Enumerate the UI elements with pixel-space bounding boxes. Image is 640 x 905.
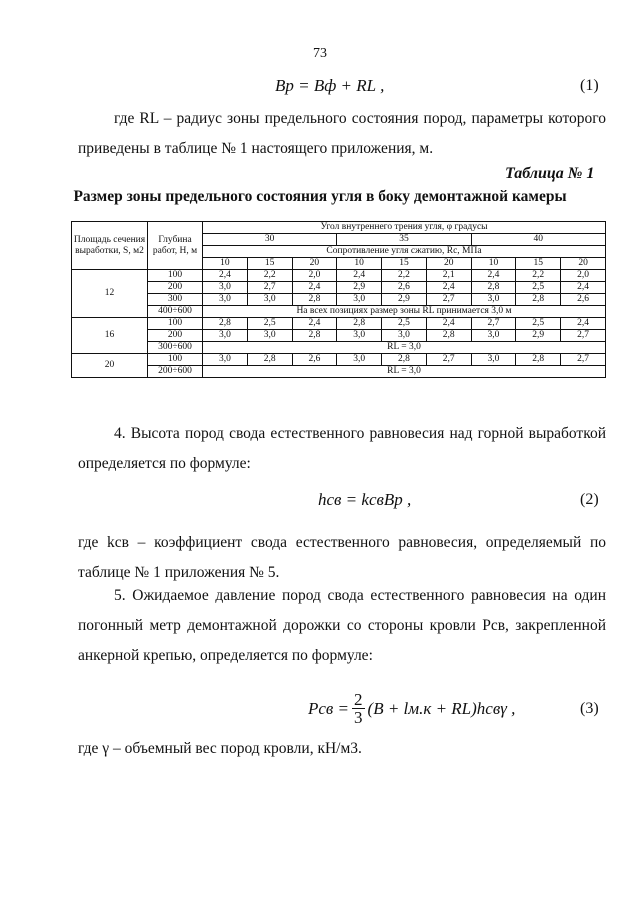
value-cell: 2,6 [292, 354, 337, 366]
depth-cell: 200 [148, 330, 203, 342]
value-cell: 2,0 [292, 270, 337, 282]
value-cell: 3,0 [203, 294, 248, 306]
value-cell: 2,7 [247, 282, 292, 294]
paragraph-pressure: 5. Ожидаемое давление пород свода естественного равновесия на один погонный метр демонтажной дорожки со стороны кровли Pсв, закрепленной анкерной крепью, определяется по формуле: [78, 587, 606, 664]
value-cell: 3,0 [337, 354, 382, 366]
table-row [72, 366, 606, 378]
value-cell: 2,5 [247, 318, 292, 330]
header-angle: Угол внутреннего трения угля, φ градусы [203, 222, 606, 234]
value-cell: 2,4 [426, 318, 471, 330]
value-cell: 3,0 [337, 294, 382, 306]
depth-cell: 200 [148, 282, 203, 294]
value-cell: 2,8 [516, 354, 561, 366]
value-cell: 2,4 [292, 318, 337, 330]
table-row [72, 270, 606, 282]
fraction-numerator: 2 [354, 690, 363, 709]
value-cell: 2,2 [382, 270, 427, 282]
value-cell: 3,0 [471, 294, 516, 306]
formula-1-number: (1) [580, 77, 599, 94]
value-cell: 2,8 [337, 318, 382, 330]
formula-3-lhs: Pсв = [308, 698, 350, 718]
paragraph-height: 4. Высота пород свода естественного равновесия над горной выработкой определяется по формуле: [78, 425, 606, 472]
table-row [72, 306, 606, 318]
value-cell: 3,0 [203, 282, 248, 294]
table-row [72, 330, 606, 342]
area-cell: 16 [72, 318, 148, 354]
formula-3-rhs: (B + lм.к + RL)hсвγ , [367, 698, 516, 718]
table-row [72, 318, 606, 330]
value-cell: 2,4 [561, 318, 606, 330]
depth-cell: 100 [148, 354, 203, 366]
header-strength-value: 15 [382, 258, 427, 270]
page-number: 73 [313, 46, 327, 61]
table-label: Таблица № 1 [505, 165, 595, 182]
depth-cell: 300 [148, 294, 203, 306]
table-row [72, 282, 606, 294]
value-cell: 2,8 [426, 330, 471, 342]
depth-cell: 100 [148, 270, 203, 282]
value-cell: 2,2 [247, 270, 292, 282]
header-strength-value: 15 [516, 258, 561, 270]
value-cell: 2,8 [247, 354, 292, 366]
value-cell: 3,0 [203, 330, 248, 342]
depth-cell: 400÷600 [148, 306, 203, 318]
value-cell: 2,5 [516, 282, 561, 294]
table-row [72, 354, 606, 366]
depth-cell: 100 [148, 318, 203, 330]
value-cell: 2,8 [292, 294, 337, 306]
header-angle-value: 40 [471, 234, 605, 246]
value-cell: 2,4 [203, 270, 248, 282]
value-cell: 2,7 [561, 330, 606, 342]
header-angle-value: 35 [337, 234, 471, 246]
header-strength-value: 15 [247, 258, 292, 270]
area-cell: 12 [72, 270, 148, 318]
value-cell: 2,5 [516, 318, 561, 330]
fraction [352, 691, 365, 726]
header-area: Площадь сечения выработки, S, м2 [72, 222, 148, 270]
header-angle-value: 30 [203, 234, 337, 246]
header-strength-value: 10 [203, 258, 248, 270]
table-row [72, 294, 606, 306]
note-cell: На всех позициях размер зоны RL принимается 3,0 м [203, 306, 606, 318]
value-cell: 2,9 [516, 330, 561, 342]
value-cell: 2,7 [471, 318, 516, 330]
value-cell: 2,8 [516, 294, 561, 306]
area-cell: 20 [72, 354, 148, 378]
paragraph-gamma: где γ – объемный вес пород кровли, кН/м3. [78, 740, 362, 757]
value-cell: 2,7 [561, 354, 606, 366]
value-cell: 3,0 [471, 354, 516, 366]
formula-3 [308, 691, 515, 726]
fraction-denominator: 3 [354, 708, 363, 727]
value-cell: 2,6 [561, 294, 606, 306]
value-cell: 3,0 [247, 330, 292, 342]
depth-cell: 200÷600 [148, 366, 203, 378]
value-cell: 2,1 [426, 270, 471, 282]
value-cell: 2,9 [337, 282, 382, 294]
note-cell: RL = 3,0 [203, 342, 606, 354]
note-cell: RL = 3,0 [203, 366, 606, 378]
formula-2: hсв = kсвBр , [318, 490, 412, 509]
formula-3-number: (3) [580, 700, 599, 717]
value-cell: 2,8 [292, 330, 337, 342]
zone-size-table [71, 221, 606, 378]
value-cell: 2,7 [426, 294, 471, 306]
table-row [72, 342, 606, 354]
paragraph-radius: где RL – радиус зоны предельного состояния пород, параметры которого приведены в таблице № 1 настоящего приложения, м. [78, 110, 606, 157]
value-cell: 2,4 [471, 270, 516, 282]
formula-1: Bр = Bф + RL , [275, 76, 385, 95]
header-strength-value: 10 [471, 258, 516, 270]
depth-cell: 300÷600 [148, 342, 203, 354]
header-strength-value: 20 [426, 258, 471, 270]
value-cell: 2,2 [516, 270, 561, 282]
value-cell: 2,8 [382, 354, 427, 366]
value-cell: 2,8 [471, 282, 516, 294]
header-strength: Сопротивление угля сжатию, Rc, МПа [203, 246, 606, 258]
value-cell: 2,7 [426, 354, 471, 366]
header-depth: Глубина работ, H, м [148, 222, 203, 270]
value-cell: 2,9 [382, 294, 427, 306]
value-cell: 2,8 [203, 318, 248, 330]
formula-2-number: (2) [580, 491, 599, 508]
value-cell: 3,0 [203, 354, 248, 366]
value-cell: 2,4 [561, 282, 606, 294]
value-cell: 2,6 [382, 282, 427, 294]
value-cell: 2,4 [337, 270, 382, 282]
value-cell: 3,0 [471, 330, 516, 342]
value-cell: 2,5 [382, 318, 427, 330]
header-strength-value: 10 [337, 258, 382, 270]
header-strength-value: 20 [561, 258, 606, 270]
value-cell: 3,0 [337, 330, 382, 342]
value-cell: 3,0 [382, 330, 427, 342]
value-cell: 2,4 [292, 282, 337, 294]
value-cell: 3,0 [247, 294, 292, 306]
value-cell: 2,0 [561, 270, 606, 282]
header-strength-value: 20 [292, 258, 337, 270]
value-cell: 2,4 [426, 282, 471, 294]
table-title: Размер зоны предельного состояния угля в боку демонтажной камеры [73, 188, 567, 205]
paragraph-coefficient: где kсв – коэффициент свода естественного равновесия, определяемый по таблице № 1 приложения № 5. [78, 534, 606, 581]
